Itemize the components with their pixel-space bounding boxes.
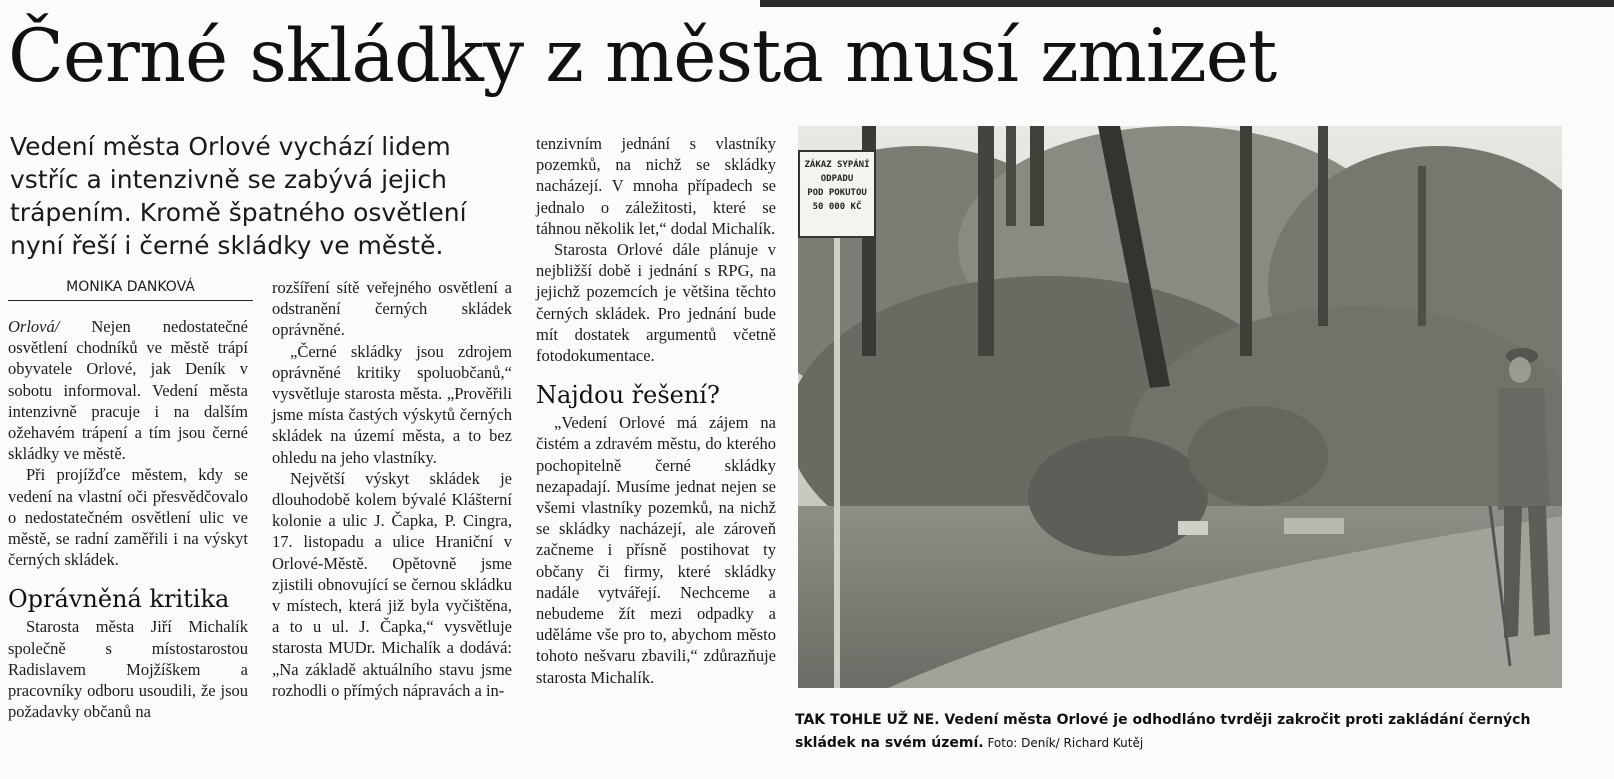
sign-line: POD POKUTOU	[807, 188, 867, 198]
article-column-2	[272, 277, 512, 701]
paragraph: Starosta města Jiří Michalík společně s místostarostou Radislavem Mojžíškem a pracovníky odboru usoudili, že jsou požadavky občanů na	[8, 617, 248, 722]
top-rule	[760, 0, 1614, 7]
paragraph: Při projížďce městem, kdy se vedení na vlastní oči přesvědčovalo o nedostatečném osvětlení ulic ve městě, se radní zaměřili i na výskyt černých skládek.	[8, 465, 248, 570]
lead-paragraph: Vedení města Orlové vychází lidem vstříc a intenzivně se zabývá jejich trápením. Kromě špatného osvětlení nyní řeší i černé skládky ve městě.	[10, 132, 467, 260]
dateline: Orlová/	[8, 317, 60, 336]
caption-text: Vedení města Orlové je odhodláno tvrději zakročit proti zakládání černých skládek na svém území.	[795, 712, 1531, 751]
subheading: Najdou řešení?	[536, 381, 720, 410]
paragraph: „Vedení Orlové má zájem na čistém a zdravém městu, do kterého pochopitelně černé skládky nezapadají. Musíme jednat nejen se všemi vlastníky pozemků, na nichž se skládky nacházejí, ale zároveň začneme i přísně postihovat ty občany či firmy, které skládky nadále vytvářejí. Nechceme a nebudeme žít mezi odpadky a uděláme vše pro to, abychom město tohoto nešvaru zbavili,“ zdůrazňuje starosta Michalík.	[536, 413, 776, 687]
byline: MONIKA DANKOVÁ	[8, 278, 253, 301]
paragraph	[8, 316, 248, 464]
paragraph: Starosta Orlové dále plánuje v nejbližší době i jednání s RPG, na jejichž pozemcích je většina těchto černých skládek. Pro jednání bude mít dostatek argumentů včetně fotodokumentace.	[536, 240, 776, 366]
paragraph-text: Nejen nedostatečné osvětlení chodníků ve městě trápí obyvatele Orlové, jak Deník v sobotu informoval. Vedení města intenzivně pracuje i na dalším ožehavém trápení a tím jsou černé skládky ve městě.	[8, 317, 248, 464]
no-dumping-sign	[798, 150, 876, 238]
paragraph: „Černé skládky jsou zdrojem oprávněné kritiky spoluobčanů,“ vysvětluje starosta města. „Prověřili jsme místa častých výskytů černých skládek na území města, a to bez ohledu na jeho vlastníky.	[272, 341, 512, 467]
sign-line: ZÁKAZ SYPÁNÍ	[804, 160, 870, 170]
news-photo	[798, 126, 1562, 688]
article-column-3	[536, 133, 776, 688]
article-column-1	[8, 316, 248, 722]
paragraph: rozšíření sítě veřejného osvětlení a odstranění černých skládek oprávněné.	[272, 278, 512, 340]
caption-lead: TAK TOHLE UŽ NE.	[795, 712, 940, 728]
paragraph: Největší výskyt skládek je dlouhodobě kolem bývalé Klášterní kolonie a ulic J. Čapka, P. Cingra, 17. listopadu a ulice Hraniční v Orlové-Městě. Opětovně jsme zjistili obnovující se černou skládku v místech, která již byla vyčištěna, a to u ul. J. Čapka,“ vysvětluje starosta MUDr. Michalík a dodává: „Na základě aktuálního stavu jsme rozhodli o přímých nápravách a in-	[272, 468, 512, 700]
sign-line: 50 000 KČ	[812, 202, 862, 212]
sign-line: ODPADU	[820, 174, 854, 184]
forest-scene	[798, 126, 1562, 688]
subheading: Oprávněná kritika	[8, 585, 230, 614]
photo-caption	[795, 709, 1575, 755]
headline: Černé skládky z města musí zmizet	[8, 14, 1277, 99]
photo-credit: Foto: Deník/ Richard Kutěj	[983, 736, 1144, 750]
paragraph: tenzivním jednání s vlastníky pozemků, na nichž se skládky nacházejí. V mnoha případech se jednalo o záležitosti, které se táhnou několik let,“ dodal Michalík.	[536, 134, 776, 238]
